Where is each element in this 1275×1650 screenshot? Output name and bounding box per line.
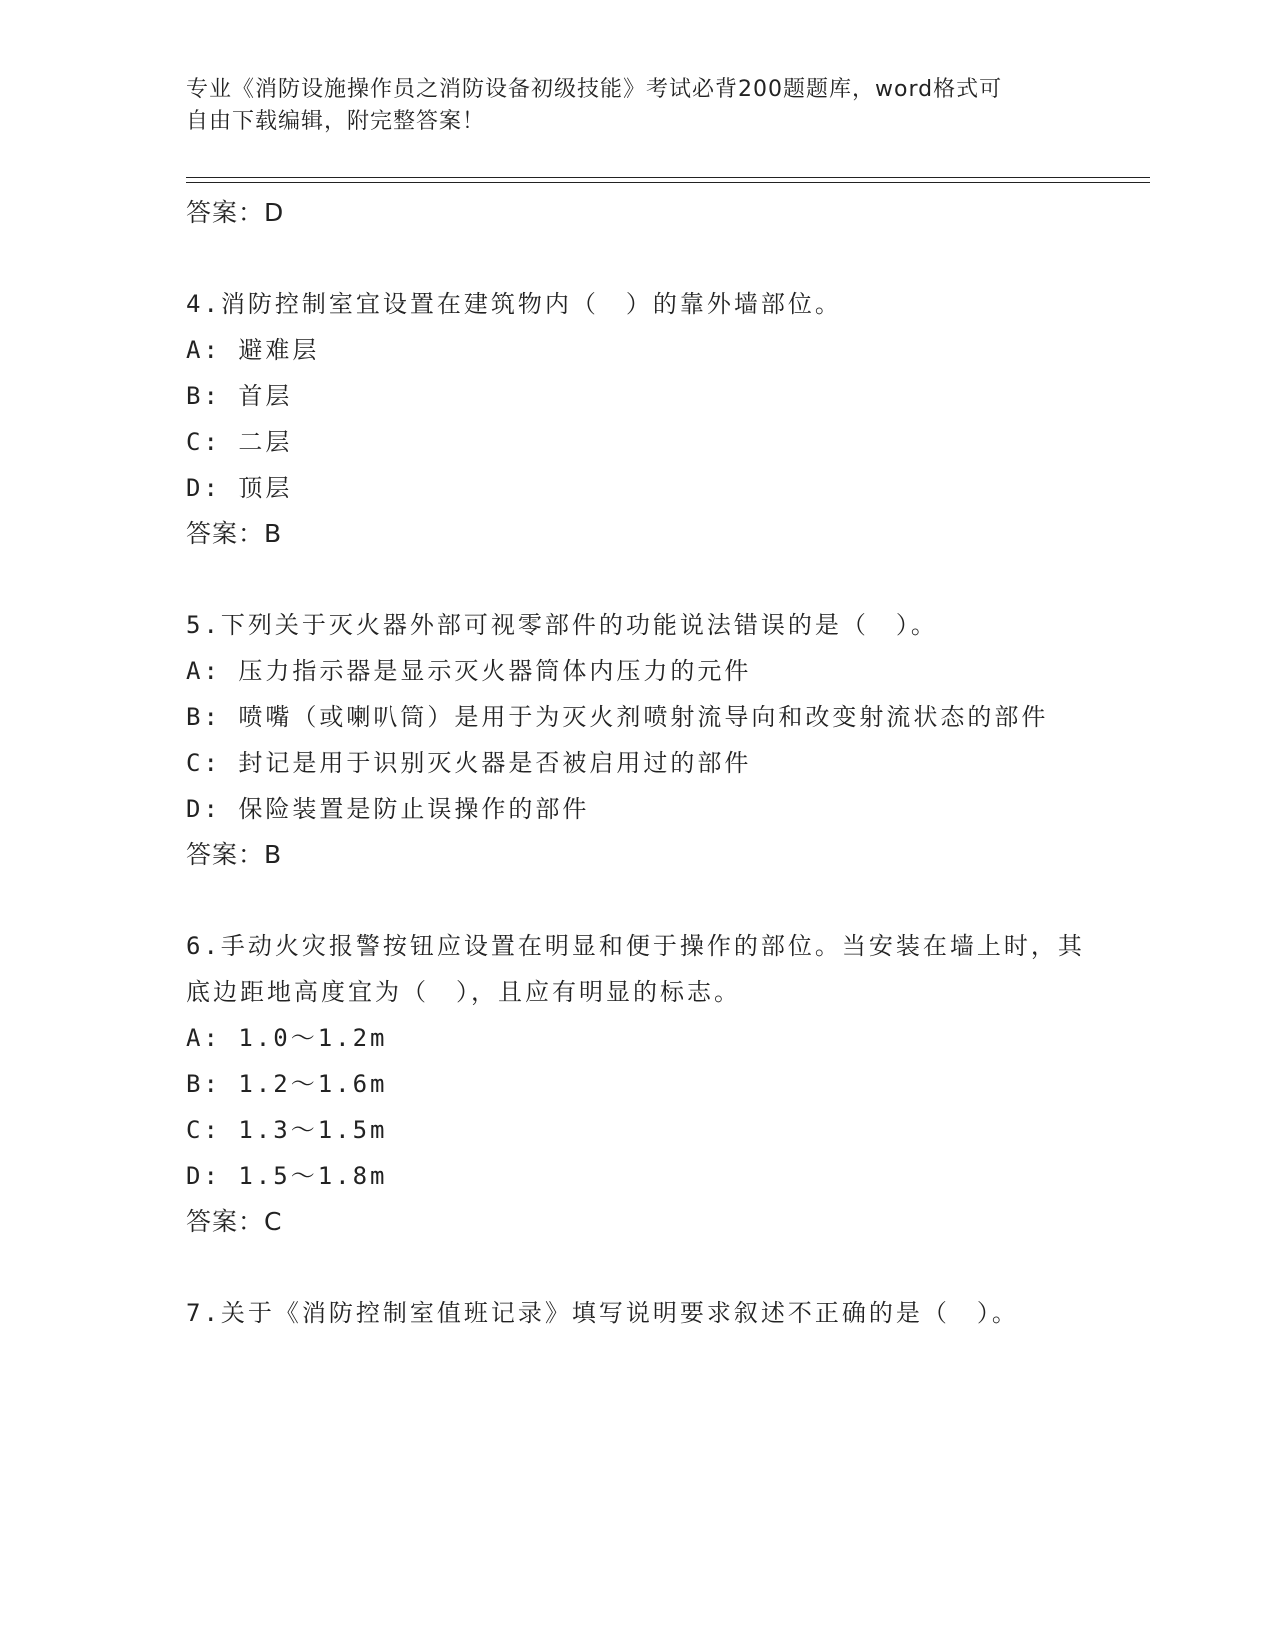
- option-a: A: 压力指示器是显示灭火器筒体内压力的元件: [186, 657, 752, 685]
- question-text: 7.关于《消防控制室值班记录》填写说明要求叙述不正确的是（ ）。: [186, 1299, 1019, 1327]
- header-divider-top: [186, 177, 1150, 178]
- spacer: [186, 1245, 1086, 1290]
- question-text: 5.下列关于灭火器外部可视零部件的功能说法错误的是（ ）。: [186, 611, 938, 639]
- answer: 答案：B: [186, 840, 283, 869]
- question-4: [186, 281, 1086, 557]
- spacer: [186, 236, 1086, 281]
- option-c: C: 二层: [186, 428, 293, 456]
- option-d: D: 顶层: [186, 474, 293, 502]
- option-b: B: 1.2～1.6m: [186, 1070, 388, 1098]
- spacer: [186, 878, 1086, 923]
- document-header: [186, 74, 1066, 138]
- header-line-2: 自由下载编辑，附完整答案！: [186, 109, 486, 134]
- document-body: [186, 190, 1086, 1336]
- question-text: 6.手动火灾报警按钮应设置在明显和便于操作的部位。当安装在墙上时，其底边距地高度宜为（ ），且应有明显的标志。: [186, 932, 1085, 1006]
- option-b: B: 首层: [186, 382, 293, 410]
- question-text: 4.消防控制室宜设置在建筑物内（ ）的靠外墙部位。: [186, 290, 842, 318]
- spacer: [186, 557, 1086, 602]
- answer: 答案：B: [186, 519, 283, 548]
- option-a: A: 1.0～1.2m: [186, 1024, 388, 1052]
- header-divider-bottom: [186, 182, 1150, 183]
- option-a: A: 避难层: [186, 336, 320, 364]
- option-d: D: 保险装置是防止误操作的部件: [186, 795, 590, 823]
- question-6: [186, 923, 1086, 1245]
- option-d: D: 1.5～1.8m: [186, 1162, 388, 1190]
- option-c: C: 封记是用于识别灭火器是否被启用过的部件: [186, 749, 752, 777]
- answer: 答案：C: [186, 1207, 283, 1236]
- previous-answer: 答案：D: [186, 198, 285, 227]
- option-c: C: 1.3～1.5m: [186, 1116, 388, 1144]
- question-5: [186, 602, 1086, 878]
- question-7: [186, 1290, 1086, 1336]
- header-line-1: 专业《消防设施操作员之消防设备初级技能》考试必背200题题库，word格式可: [186, 77, 1003, 102]
- option-b: B: 喷嘴（或喇叭筒）是用于为灭火剂喷射流导向和改变射流状态的部件: [186, 703, 1049, 731]
